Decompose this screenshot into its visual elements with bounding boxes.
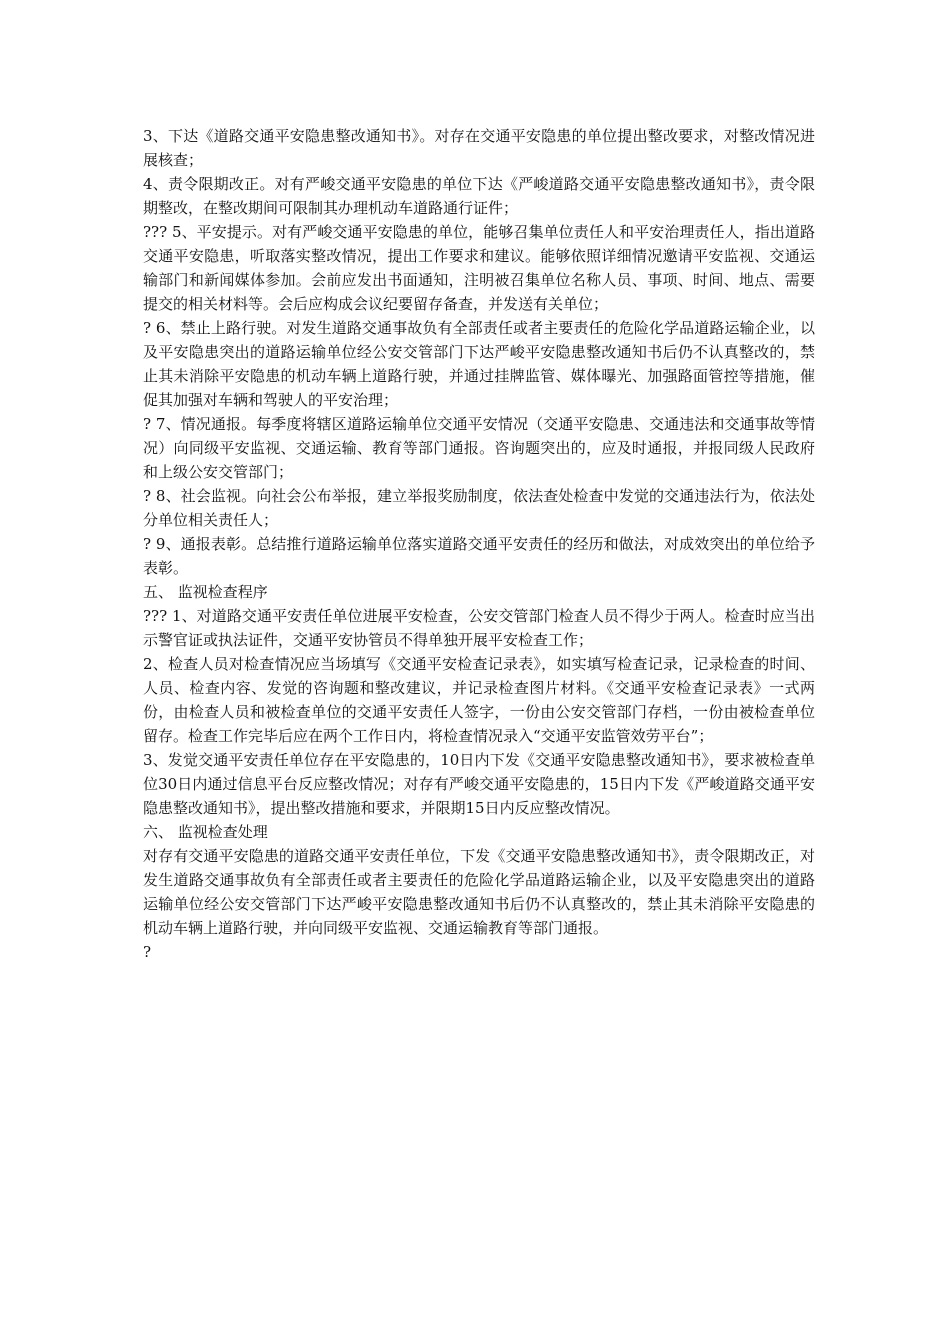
paragraph-item-8-social-supervision: ? 8、社会监视。向社会公布举报，建立举报奖励制度，依法查处检查中发觉的交通违法行为，依法处分单位相关责任人； xyxy=(143,487,815,529)
paragraph-procedure-3: 3、发觉交通平安责任单位存在平安隐患的，10日内下发《交通平安隐患整改通知书》，要求被检查单位30日内通过信息平台反应整改情况；对存有严峻交通平安隐患的，15日内下发《严峻道路交通平安隐患整改通知书》，提出整改措施和要求，并限期15日内反应整改情况。 xyxy=(143,751,815,817)
paragraph-item-5-safety-reminder: ??? 5、平安提示。对有严峻交通平安隐患的单位，能够召集单位责任人和平安治理责任人，指出道路交通平安隐患，听取落实整改情况，提出工作要求和建议。能够依照详细情况邀请平安监视、交通运输部门和新闻媒体参加。会前应发出书面通知，注明被召集单位名称人员、事项、时间、地点、需要提交的相关材料等。会后应构成会议纪要留存备查，并发送有关单位； xyxy=(143,223,815,313)
paragraph-item-4-deadline-correction: 4、责令限期改正。对有严峻交通平安隐患的单位下达《严峻道路交通平安隐患整改通知书》，责令限期整改，在整改期间可限制其办理机动车道路通行证件； xyxy=(143,175,815,217)
paragraph-item-6-road-ban: ? 6、禁止上路行驶。对发生道路交通事故负有全部责任或者主要责任的危险化学品道路运输企业，以及平安隐患突出的道路运输单位经公安交管部门下达严峻平安隐患整改通知书后仍不认真整改的，禁止其未消除平安隐患的机动车辆上道路行驶，并通过挂牌监管、媒体曝光、加强路面管控等措施，催促其加强对车辆和驾驶人的平安治理； xyxy=(143,319,815,409)
section-heading-inspection-procedure: 五、 监视检查程序 xyxy=(143,583,268,601)
paragraph-handling: 对存有交通平安隐患的道路交通平安责任单位，下发《交通平安隐患整改通知书》，责令限期改正，对发生道路交通事故负有全部责任或者主要责任的危险化学品道路运输企业，以及平安隐患突出的道路运输单位经公安交管部门下达严峻平安隐患整改通知书后仍不认真整改的，禁止其未消除平安隐患的机动车辆上道路行驶，并向同级平安监视、交通运输教育等部门通报。 xyxy=(143,847,815,937)
paragraph-procedure-2: 2、检查人员对检查情况应当场填写《交通平安检查记录表》，如实填写检查记录，记录检查的时间、人员、检查内容、发觉的咨询题和整改建议，并记录检查图片材料。《交通平安检查记录表》一式两份，由检查人员和被检查单位的交通平安责任人签字，一份由公安交管部门存档，一份由被检查单位留存。检查工作完毕后应在两个工作日内，将检查情况录入“交通平安监管效劳平台”； xyxy=(143,655,815,745)
paragraph-item-9-commendation: ? 9、通报表彰。总结推行道路运输单位落实道路交通平安责任的经历和做法，对成效突出的单位给予表彰。 xyxy=(143,535,815,577)
document-body xyxy=(143,124,815,964)
paragraph-item-3-rectification-notice: 3、下达《道路交通平安隐患整改通知书》。对存在交通平安隐患的单位提出整改要求，对整改情况进展核查； xyxy=(143,127,815,169)
paragraph-procedure-1: ??? 1、对道路交通平安责任单位进展平安检查，公安交管部门检查人员不得少于两人。检查时应当出示警官证或执法证件，交通平安协管员不得单独开展平安检查工作； xyxy=(143,607,815,649)
paragraph-trailing-mark: ? xyxy=(143,943,152,961)
section-heading-inspection-handling: 六、 监视检查处理 xyxy=(143,823,268,841)
paragraph-item-7-situation-report: ? 7、情况通报。每季度将辖区道路运输单位交通平安情况（交通平安隐患、交通违法和交通事故等情况）向同级平安监视、交通运输、教育等部门通报。咨询题突出的，应及时通报，并报同级人民政府和上级公安交管部门； xyxy=(143,415,815,481)
